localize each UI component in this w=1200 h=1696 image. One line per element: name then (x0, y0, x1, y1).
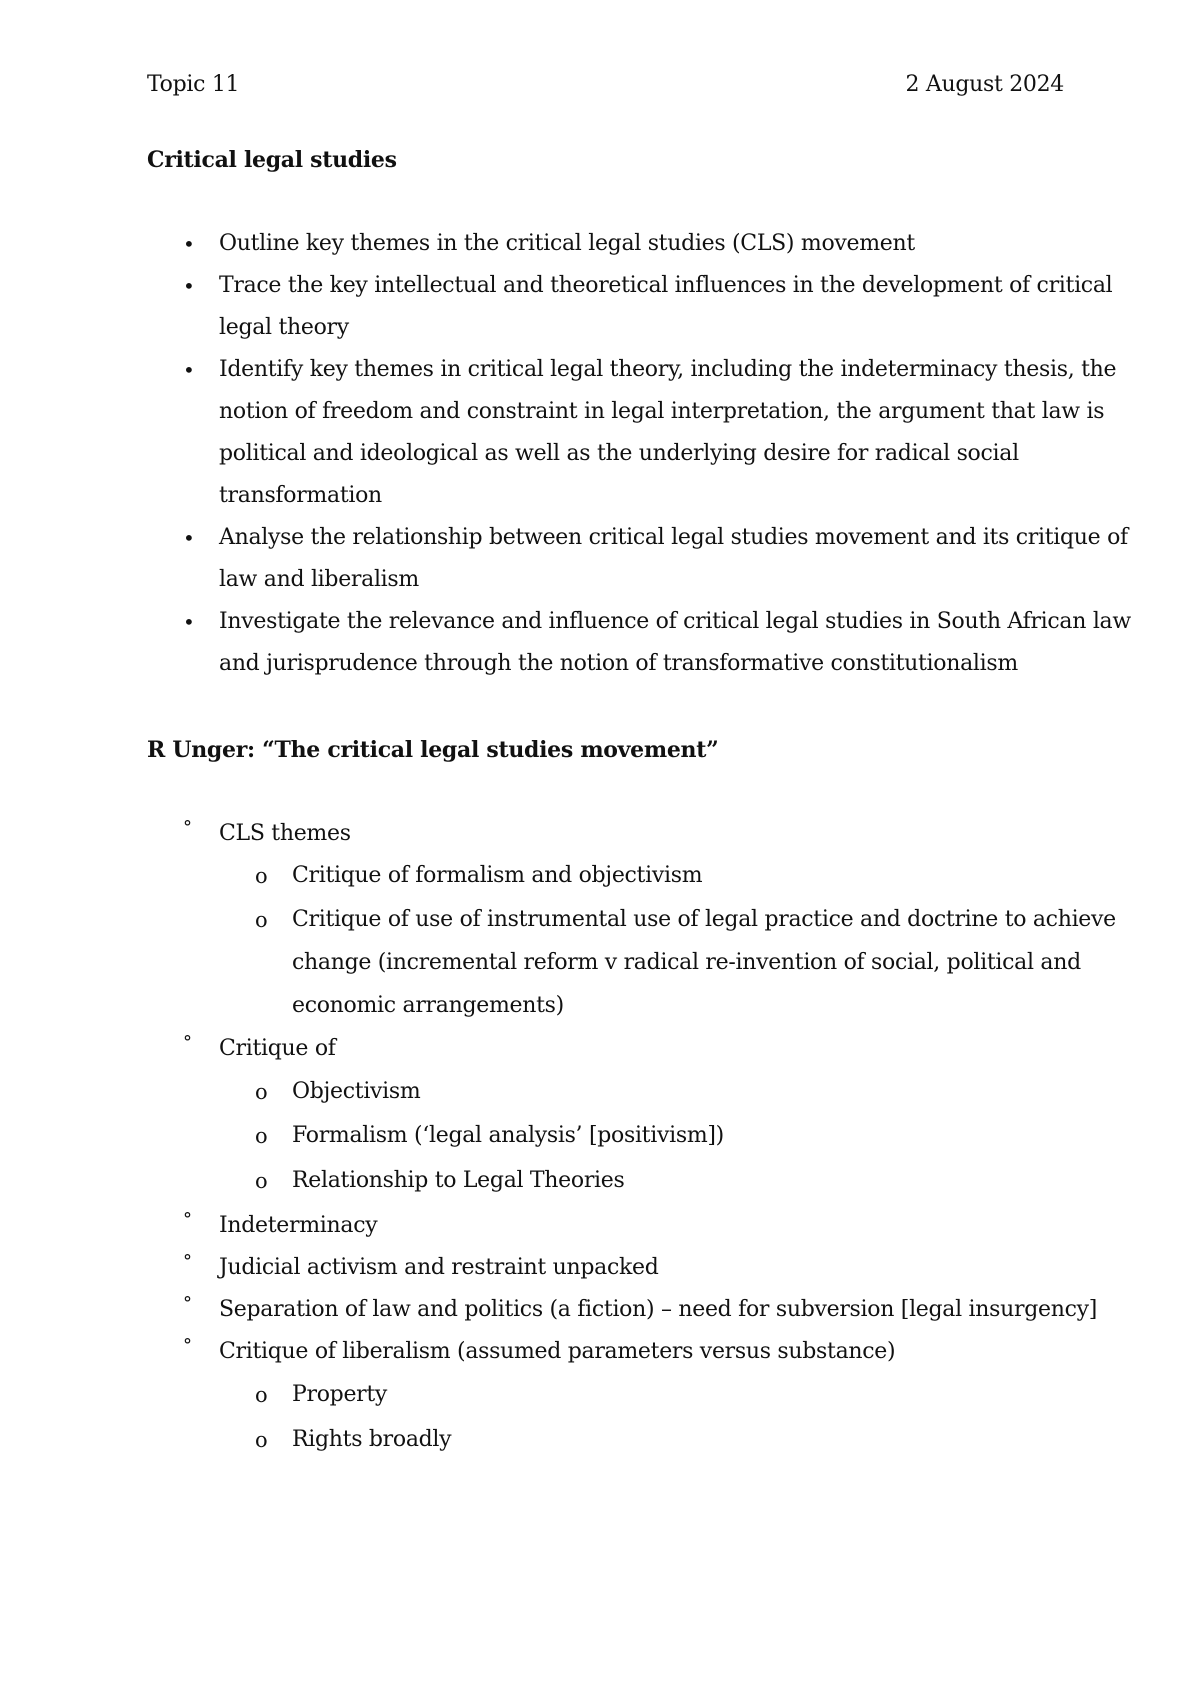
outline-item: Critique of liberalism (assumed parameters versus substance) (219, 1339, 896, 1364)
outline-subitem: Formalism (‘legal analysis’ [positivism]) (292, 1123, 724, 1148)
objective-item-line: notion of freedom and constraint in legal interpretation, the argument that law is (219, 399, 1105, 424)
outline-subitem: Critique of formalism and objectivism (292, 863, 703, 888)
outline-subitem: Critique of use of instrumental use of legal practice and doctrine to achieve (292, 907, 1116, 932)
outline-subitem: Rights broadly (292, 1427, 452, 1452)
objective-item-line: and jurisprudence through the notion of transformative constitutionalism (219, 651, 1018, 676)
objective-item-line: political and ideological as well as the underlying desire for radical social (219, 441, 1019, 466)
level1-marker: ° (183, 1251, 192, 1272)
topic-label: Topic 11 (147, 72, 240, 97)
level1-marker: ° (183, 1335, 192, 1356)
outline-subitem: Property (292, 1382, 388, 1407)
objective-item-line: Investigate the relevance and influence of critical legal studies in South African law (219, 609, 1131, 634)
level1-marker: ° (183, 1032, 192, 1053)
section-heading-critical-legal-studies: Critical legal studies (147, 147, 397, 173)
level2-marker: o (255, 1169, 268, 1193)
objective-item-line: Trace the key intellectual and theoretical influences in the development of critical (219, 273, 1113, 298)
objective-item-line: Analyse the relationship between critical legal studies movement and its critique of (219, 525, 1128, 550)
bullet-marker: • (183, 610, 195, 634)
objective-item-line: law and liberalism (219, 567, 419, 592)
objective-item-line: Identify key themes in critical legal theory, including the indeterminacy thesis, the (219, 357, 1117, 382)
objective-item-line: Outline key themes in the critical legal studies (CLS) movement (219, 231, 915, 256)
bullet-marker: • (183, 274, 195, 298)
outline-item: Indeterminacy (219, 1213, 378, 1238)
objective-item-line: legal theory (219, 315, 349, 340)
date-label: 2 August 2024 (905, 72, 1064, 97)
level2-marker: o (255, 1383, 268, 1407)
outline-subitem: Objectivism (292, 1079, 421, 1104)
outline-subitem: Relationship to Legal Theories (292, 1168, 625, 1193)
level2-marker: o (255, 908, 268, 932)
outline-item: Critique of (219, 1036, 336, 1061)
outline-item: CLS themes (219, 821, 351, 846)
level2-marker: o (255, 864, 268, 888)
bullet-marker: • (183, 232, 195, 256)
level2-marker: o (255, 1428, 268, 1452)
outline-item: Separation of law and politics (a fiction) – need for subversion [legal insurgency] (219, 1297, 1098, 1322)
outline-subitem: economic arrangements) (292, 993, 564, 1018)
section-heading-unger: R Unger: “The critical legal studies movement” (147, 737, 719, 763)
objective-item-line: transformation (219, 483, 382, 508)
level2-marker: o (255, 1124, 268, 1148)
level1-marker: ° (183, 1293, 192, 1314)
bullet-marker: • (183, 358, 195, 382)
bullet-marker: • (183, 526, 195, 550)
outline-subitem: change (incremental reform v radical re-invention of social, political and (292, 950, 1081, 975)
outline-item: Judicial activism and restraint unpacked (219, 1255, 659, 1280)
level1-marker: ° (183, 1209, 192, 1230)
level2-marker: o (255, 1080, 268, 1104)
level1-marker: ° (183, 817, 192, 838)
